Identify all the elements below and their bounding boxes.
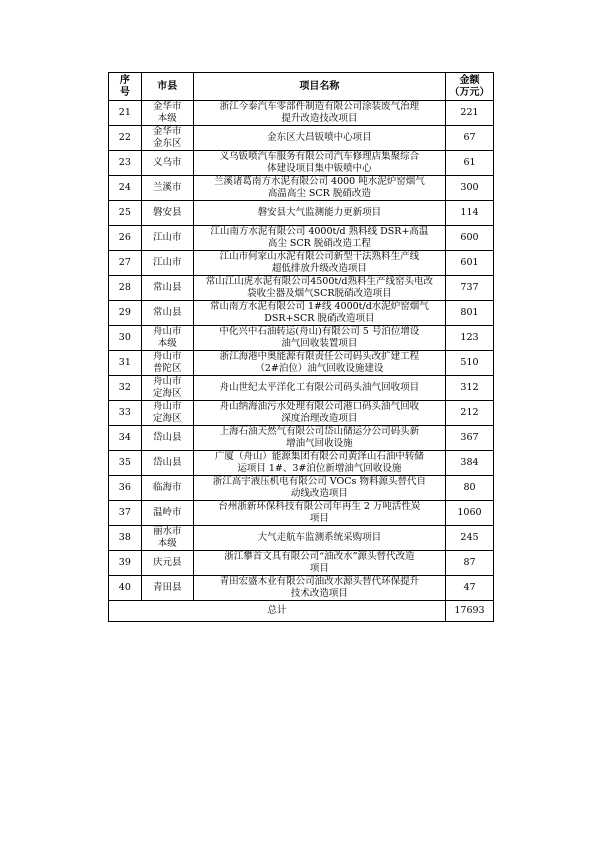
row-city-line: 金华市 <box>152 126 182 137</box>
row-city-line: 本级 <box>157 113 177 124</box>
row-project-name <box>193 426 445 451</box>
table-row <box>109 451 494 476</box>
row-amount: 384 <box>445 451 493 476</box>
row-project-name <box>193 401 445 426</box>
row-amount: 300 <box>445 176 493 201</box>
row-amount: 114 <box>445 201 493 226</box>
row-city <box>141 526 193 551</box>
row-serial-number: 23 <box>109 151 142 176</box>
table-row <box>109 276 494 301</box>
row-city-line: 磐安县 <box>152 207 182 218</box>
table-row <box>109 176 494 201</box>
row-project-name <box>193 551 445 576</box>
table-row <box>109 226 494 251</box>
row-project-name <box>193 301 445 326</box>
row-project-line: 上海石油天然气有限公司岱山储运分公司码头新 <box>219 426 420 437</box>
row-project-name <box>193 526 445 551</box>
row-project-line: 青田宏盛木业有限公司油改水源头替代环保提升 <box>219 576 420 587</box>
table-row <box>109 576 494 601</box>
row-project-line: 项目 <box>309 563 329 574</box>
row-amount: 212 <box>445 401 493 426</box>
row-project-name <box>193 376 445 401</box>
row-city-line: 定海区 <box>152 388 182 399</box>
row-project-name <box>193 176 445 201</box>
row-amount: 601 <box>445 251 493 276</box>
row-serial-number: 21 <box>109 101 142 126</box>
row-serial-number: 30 <box>109 326 142 351</box>
row-city <box>141 326 193 351</box>
row-city-line: 舟山市 <box>152 326 182 337</box>
row-city-line: 兰溪市 <box>152 182 182 193</box>
row-project-line: 舟山世纪太平洋化工有限公司码头油气回收项目 <box>219 382 420 393</box>
row-project-line: （2#泊位）油气回收设施建设 <box>255 363 384 374</box>
row-city <box>141 276 193 301</box>
row-project-line: 金东区大昌钣喷中心项目 <box>267 132 372 143</box>
row-city-line: 本级 <box>157 338 177 349</box>
table-header-row <box>109 73 494 101</box>
row-amount: 737 <box>445 276 493 301</box>
row-project-line: 浙江今泰汽车零部件制造有限公司涂装废气治理 <box>219 101 420 112</box>
row-city <box>141 151 193 176</box>
row-project-line: 常山南方水泥有限公司 1#线 4000t/d水泥炉窑烟气 <box>209 301 429 312</box>
table-row <box>109 151 494 176</box>
row-amount: 1060 <box>445 501 493 526</box>
row-project-line: 常山江山虎水泥有限公司4500t/d熟料生产线窑头电改 <box>205 276 433 287</box>
table-row <box>109 126 494 151</box>
header-serial-number: 序 号 <box>109 73 142 101</box>
row-project-line: 江山南方水泥有限公司 4000t/d 熟料线 DSR+高温 <box>210 226 429 237</box>
row-serial-number: 22 <box>109 126 142 151</box>
row-city <box>141 501 193 526</box>
row-project-name <box>193 451 445 476</box>
table-row <box>109 351 494 376</box>
row-city <box>141 176 193 201</box>
row-amount: 80 <box>445 476 493 501</box>
table-body <box>109 101 494 601</box>
header-amount: 金额 （万元） <box>445 73 493 101</box>
row-project-line: 增油气回收设施 <box>286 438 353 449</box>
row-city <box>141 126 193 151</box>
row-project-line: 磐安县大气监测能力更新项目 <box>257 207 382 218</box>
row-city-line: 本级 <box>157 538 177 549</box>
row-project-line: 浙江海港中奥能源有限责任公司码头改扩建工程 <box>219 351 420 362</box>
row-project-name <box>193 326 445 351</box>
total-row <box>109 601 494 622</box>
row-city-line: 常山县 <box>152 307 182 318</box>
row-city <box>141 351 193 376</box>
row-amount: 221 <box>445 101 493 126</box>
row-city-line: 定海区 <box>152 413 182 424</box>
row-project-line: 义乌钣喷汽车服务有限公司汽车修理店集聚综合 <box>219 151 420 162</box>
row-serial-number: 35 <box>109 451 142 476</box>
row-project-line: 高尘 SCR 脱硝改造工程 <box>267 238 371 249</box>
row-serial-number: 32 <box>109 376 142 401</box>
row-project-line: 运项目 1#、3#泊位新增油气回收设施 <box>237 463 402 474</box>
row-project-name <box>193 501 445 526</box>
row-city-line: 普陀区 <box>152 363 182 374</box>
row-amount: 47 <box>445 576 493 601</box>
row-project-line: 舟山纳海油污水处理有限公司港口码头油气回收 <box>219 401 420 412</box>
table-row <box>109 251 494 276</box>
row-project-line: 深度治理改造项目 <box>281 413 358 424</box>
header-city-county: 市县 <box>141 73 193 101</box>
row-amount: 510 <box>445 351 493 376</box>
table-row <box>109 476 494 501</box>
row-amount: 367 <box>445 426 493 451</box>
row-city <box>141 426 193 451</box>
row-serial-number: 28 <box>109 276 142 301</box>
row-amount: 600 <box>445 226 493 251</box>
row-city <box>141 451 193 476</box>
row-serial-number: 31 <box>109 351 142 376</box>
row-project-name <box>193 151 445 176</box>
row-amount: 67 <box>445 126 493 151</box>
row-amount: 87 <box>445 551 493 576</box>
row-amount: 312 <box>445 376 493 401</box>
row-project-line: 油气回收装置项目 <box>281 338 358 349</box>
row-serial-number: 38 <box>109 526 142 551</box>
row-city-line: 江山市 <box>152 257 182 268</box>
table-row <box>109 301 494 326</box>
row-amount: 123 <box>445 326 493 351</box>
table-row <box>109 551 494 576</box>
row-project-line: 中化兴中石油转运(舟山)有限公司 5 号泊位增设 <box>219 326 420 337</box>
row-project-line: 体建设项目集中钣喷中心 <box>267 163 372 174</box>
table-row <box>109 326 494 351</box>
row-city-line: 江山市 <box>152 232 182 243</box>
row-project-line: 袋收尘器及烟气SCR脱硝改造项目 <box>247 288 392 299</box>
row-project-name <box>193 101 445 126</box>
row-city <box>141 476 193 501</box>
row-city <box>141 551 193 576</box>
total-value: 17693 <box>445 601 493 622</box>
row-project-line: DSR+SCR 脱硝改造项目 <box>264 313 375 324</box>
row-project-name <box>193 126 445 151</box>
funding-table <box>108 72 494 622</box>
row-project-line: 项目 <box>309 513 329 524</box>
row-project-name <box>193 476 445 501</box>
row-city <box>141 201 193 226</box>
row-serial-number: 27 <box>109 251 142 276</box>
row-city-line: 舟山市 <box>152 376 182 387</box>
row-city <box>141 376 193 401</box>
table-row <box>109 201 494 226</box>
row-city-line: 义乌市 <box>152 157 182 168</box>
row-amount: 801 <box>445 301 493 326</box>
row-project-name <box>193 201 445 226</box>
total-label: 总计 <box>109 601 446 622</box>
row-project-name <box>193 576 445 601</box>
row-city-line: 岱山县 <box>152 432 182 443</box>
row-project-line: 台州浙新环保科技有限公司年再生 2 万吨活性炭 <box>218 501 421 512</box>
table-row <box>109 526 494 551</box>
row-serial-number: 24 <box>109 176 142 201</box>
table-row <box>109 376 494 401</box>
header-project-name: 项目名称 <box>193 73 445 101</box>
row-city <box>141 101 193 126</box>
row-amount: 61 <box>445 151 493 176</box>
table-row <box>109 401 494 426</box>
row-city-line: 温岭市 <box>152 507 182 518</box>
row-amount: 245 <box>445 526 493 551</box>
row-serial-number: 40 <box>109 576 142 601</box>
row-project-name <box>193 251 445 276</box>
row-city-line: 丽水市 <box>152 526 182 537</box>
row-serial-number: 25 <box>109 201 142 226</box>
row-city-line: 金东区 <box>152 138 182 149</box>
row-project-line: 江山市何家山水泥有限公司新型干法熟料生产线 <box>219 251 420 262</box>
row-serial-number: 34 <box>109 426 142 451</box>
row-serial-number: 36 <box>109 476 142 501</box>
row-project-line: 提升改造技改项目 <box>281 113 358 124</box>
row-serial-number: 26 <box>109 226 142 251</box>
row-city-line: 临海市 <box>152 482 182 493</box>
row-project-name <box>193 276 445 301</box>
row-city <box>141 401 193 426</box>
table-row <box>109 101 494 126</box>
row-city <box>141 301 193 326</box>
row-project-name <box>193 351 445 376</box>
row-city-line: 青田县 <box>152 582 182 593</box>
row-serial-number: 33 <box>109 401 142 426</box>
row-city <box>141 576 193 601</box>
row-city <box>141 226 193 251</box>
row-project-line: 动线改造项目 <box>290 488 348 499</box>
row-project-line: 技术改造项目 <box>290 588 348 599</box>
row-city-line: 岱山县 <box>152 457 182 468</box>
row-serial-number: 39 <box>109 551 142 576</box>
row-city-line: 庆元县 <box>152 557 182 568</box>
row-project-line: 浙江高宇液压机电有限公司 VOCs 物料源头替代自 <box>212 476 426 487</box>
row-city-line: 舟山市 <box>152 351 182 362</box>
row-serial-number: 37 <box>109 501 142 526</box>
row-project-line: 广厦（舟山）能源集团有限公司黄泽山石油中转储 <box>214 451 424 462</box>
row-project-line: 超低排放升级改造项目 <box>271 263 367 274</box>
row-project-line: 高温高尘 SCR 脱硝改造 <box>267 188 371 199</box>
row-project-line: 大气走航车监测系统采购项目 <box>257 532 382 543</box>
row-serial-number: 29 <box>109 301 142 326</box>
table-row <box>109 426 494 451</box>
table-row <box>109 501 494 526</box>
row-project-line: 浙江攀首文具有限公司“油改水”源头替代改造 <box>224 551 415 562</box>
row-city-line: 金华市 <box>152 101 182 112</box>
row-city-line: 常山县 <box>152 282 182 293</box>
row-city-line: 舟山市 <box>152 401 182 412</box>
row-project-line: 兰溪诸葛南方水泥有限公司 4000 吨水泥炉窑烟气 <box>214 176 425 187</box>
row-city <box>141 251 193 276</box>
row-project-name <box>193 226 445 251</box>
